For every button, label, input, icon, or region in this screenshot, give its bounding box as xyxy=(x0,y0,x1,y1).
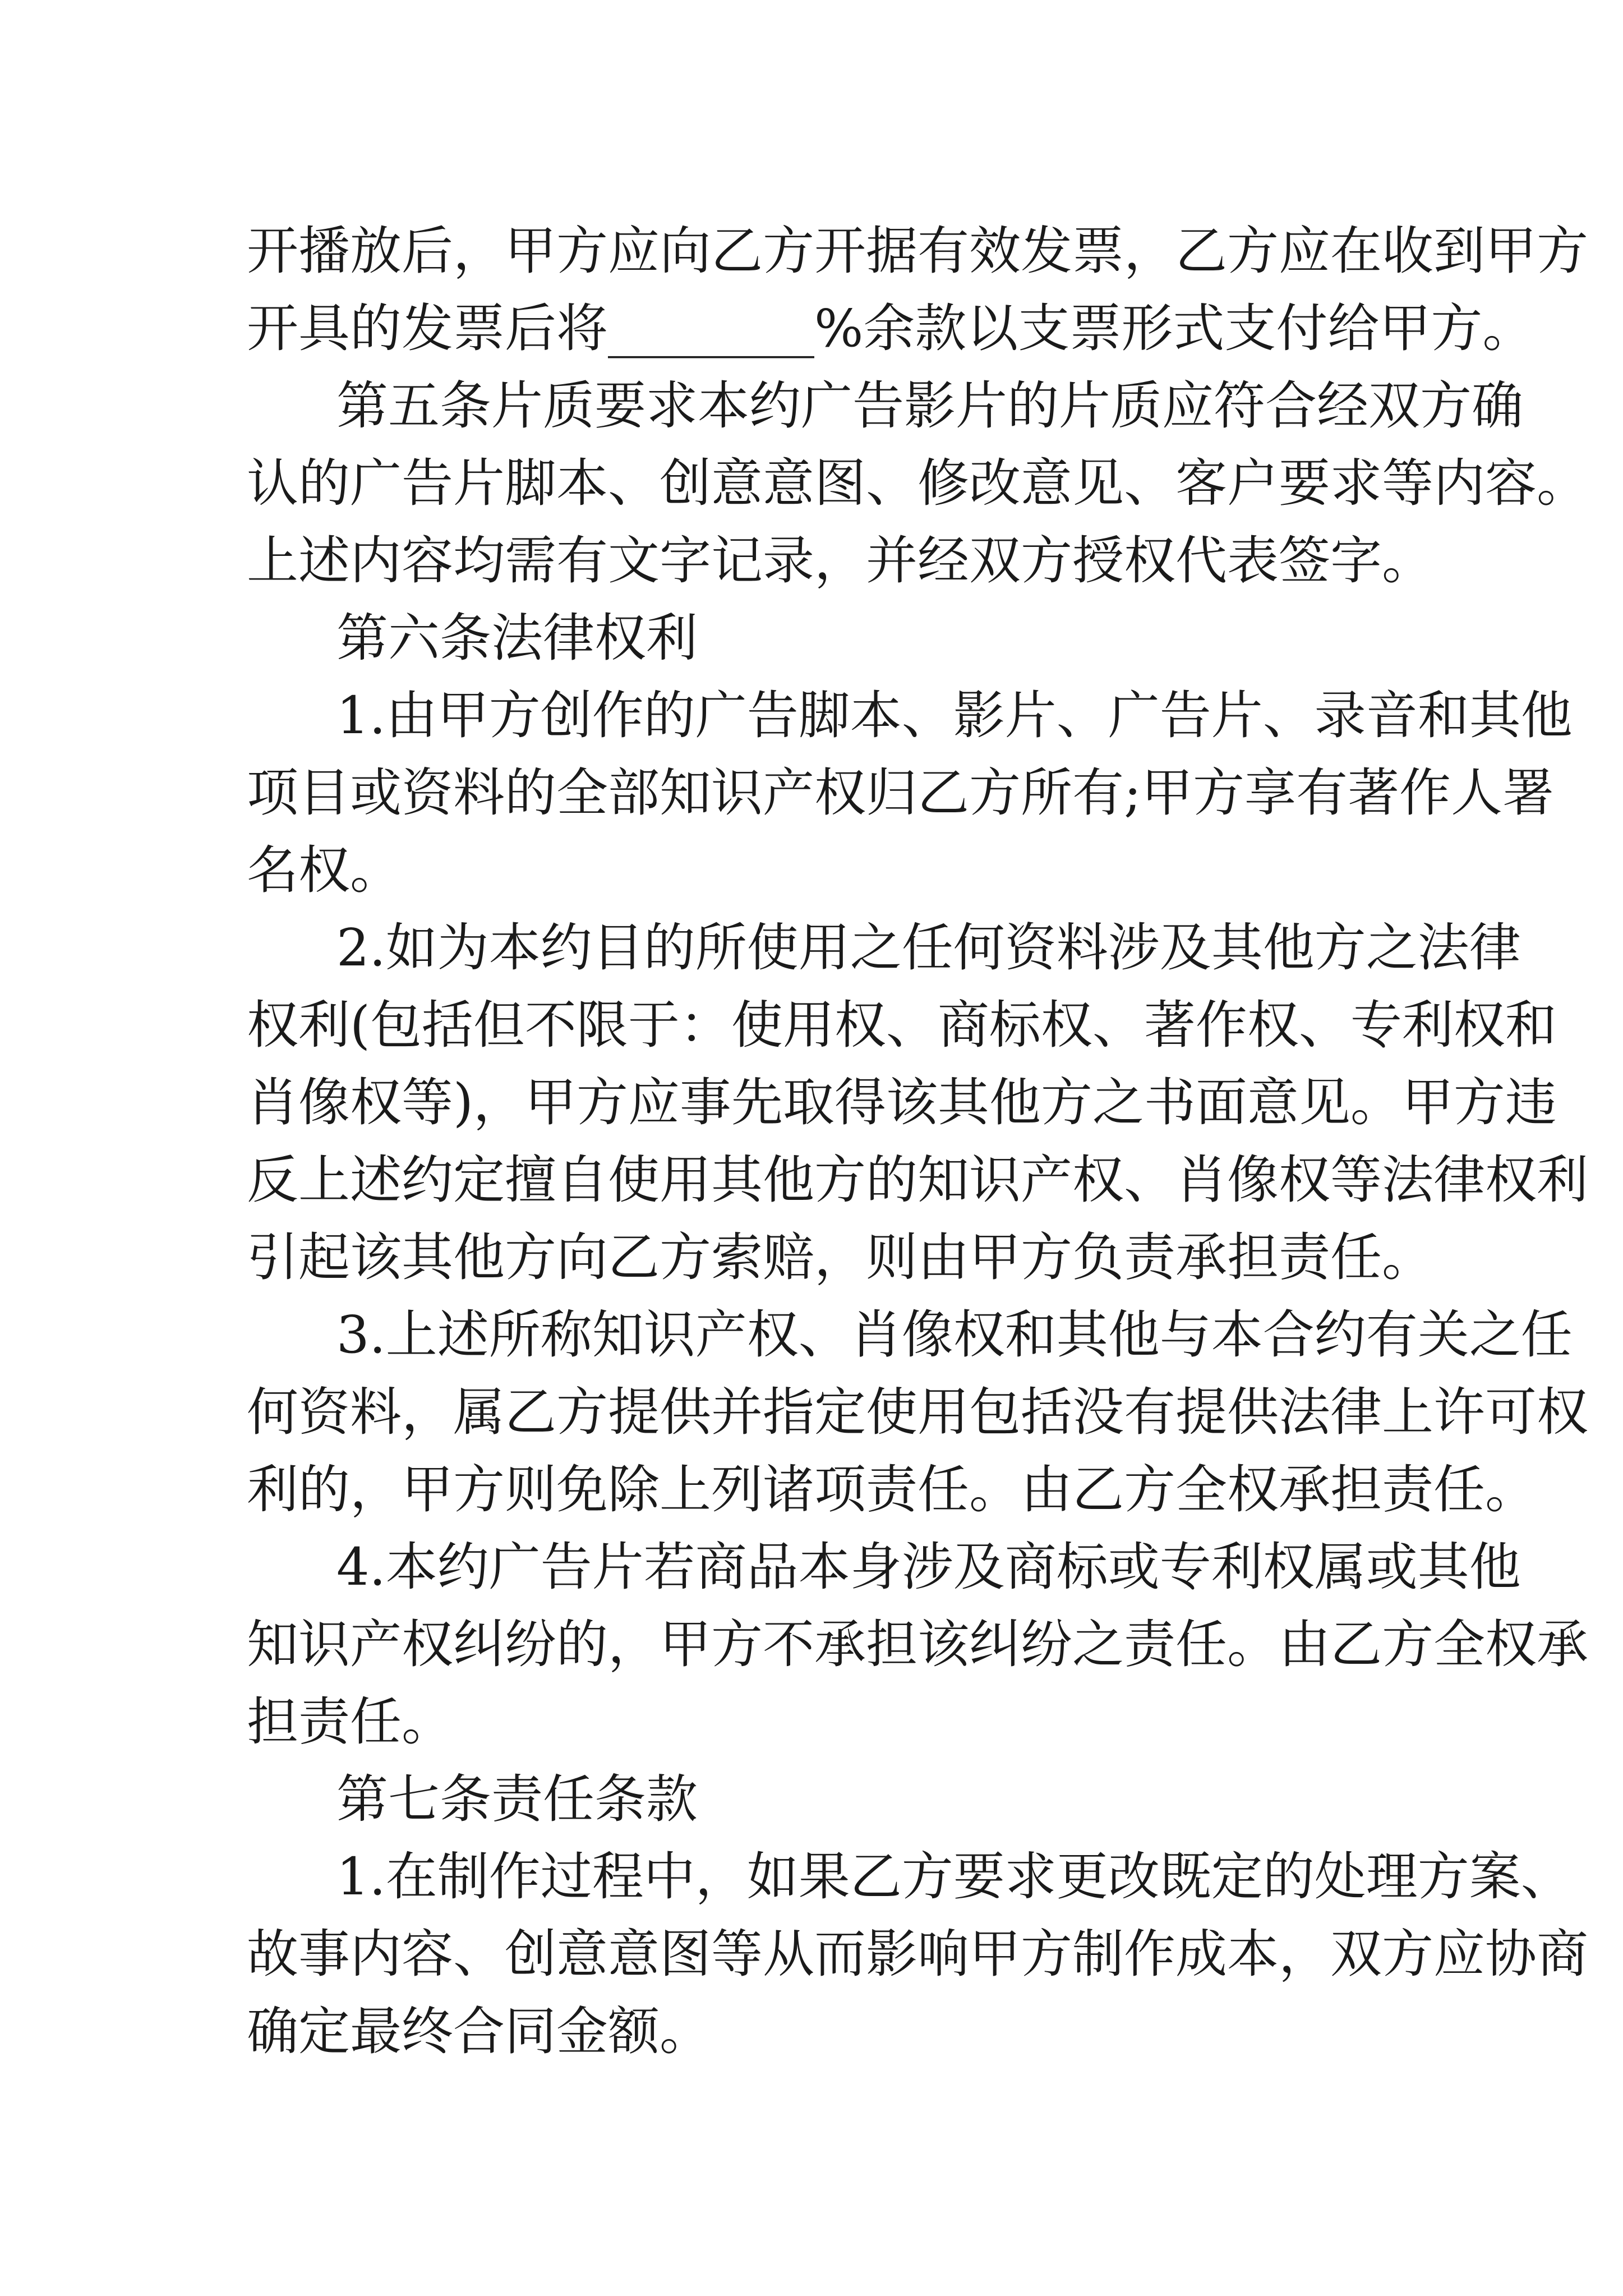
text-line: 第五条片质要求本约广告影片的片质应符合经双方确 xyxy=(336,376,1524,436)
text-line: 何资料，属乙方提供并指定使用包括没有提供法律上许可权 xyxy=(247,1382,1589,1442)
text-line: 知识产权纠纷的，甲方不承担该纠纷之责任。由乙方全权承 xyxy=(247,1614,1589,1674)
text-line: 故事内容、创意意图等从而影响甲方制作成本，双方应协商 xyxy=(247,1924,1589,1984)
text-line: 开播放后，甲方应向乙方开据有效发票，乙方应在收到甲方 xyxy=(247,221,1589,281)
section-heading: 第七条责任条款 xyxy=(336,1769,698,1829)
text-line: 反上述约定擅自使用其他方的知识产权、肖像权等法律权利 xyxy=(247,1150,1589,1210)
text-line: 权利(包括但不限于：使用权、商标权、著作权、专利权和 xyxy=(247,995,1557,1055)
text-line: 3.上述所称知识产权、肖像权和其他与本合约有关之任 xyxy=(336,1305,1573,1365)
text-line: 引起该其他方向乙方索赔，则由甲方负责承担责任。 xyxy=(247,1227,1434,1287)
text-line: 开具的发票后将________%余款以支票形式支付给甲方。 xyxy=(247,298,1534,358)
text-line: 1.由甲方创作的广告脚本、影片、广告片、录音和其他 xyxy=(336,685,1573,746)
text-line: 项目或资料的全部知识产权归乙方所有;甲方享有著作人署 xyxy=(247,763,1554,823)
text-line: 肖像权等)，甲方应事先取得该其他方之书面意见。甲方违 xyxy=(247,1073,1557,1133)
text-line: 2.如为本约目的所使用之任何资料涉及其他方之法律 xyxy=(336,918,1521,978)
text-line: 名权。 xyxy=(247,840,402,900)
text-line: 1.在制作过程中，如果乙方要求更改既定的处理方案、 xyxy=(336,1847,1573,1907)
text-line: 4.本约广告片若商品本身涉及商标或专利权属或其他 xyxy=(336,1537,1521,1597)
text-line: 利的，甲方则免除上列诸项责任。由乙方全权承担责任。 xyxy=(247,1460,1537,1520)
text-line: 认的广告片脚本、创意意图、修改意见、客户要求等内容。 xyxy=(247,453,1589,513)
text-line: 确定最终合同金额。 xyxy=(247,2001,712,2062)
text-line: 上述内容均需有文字记录，并经双方授权代表签字。 xyxy=(247,531,1434,591)
section-heading: 第六条法律权利 xyxy=(336,608,698,668)
text-line: 担责任。 xyxy=(247,1692,454,1752)
